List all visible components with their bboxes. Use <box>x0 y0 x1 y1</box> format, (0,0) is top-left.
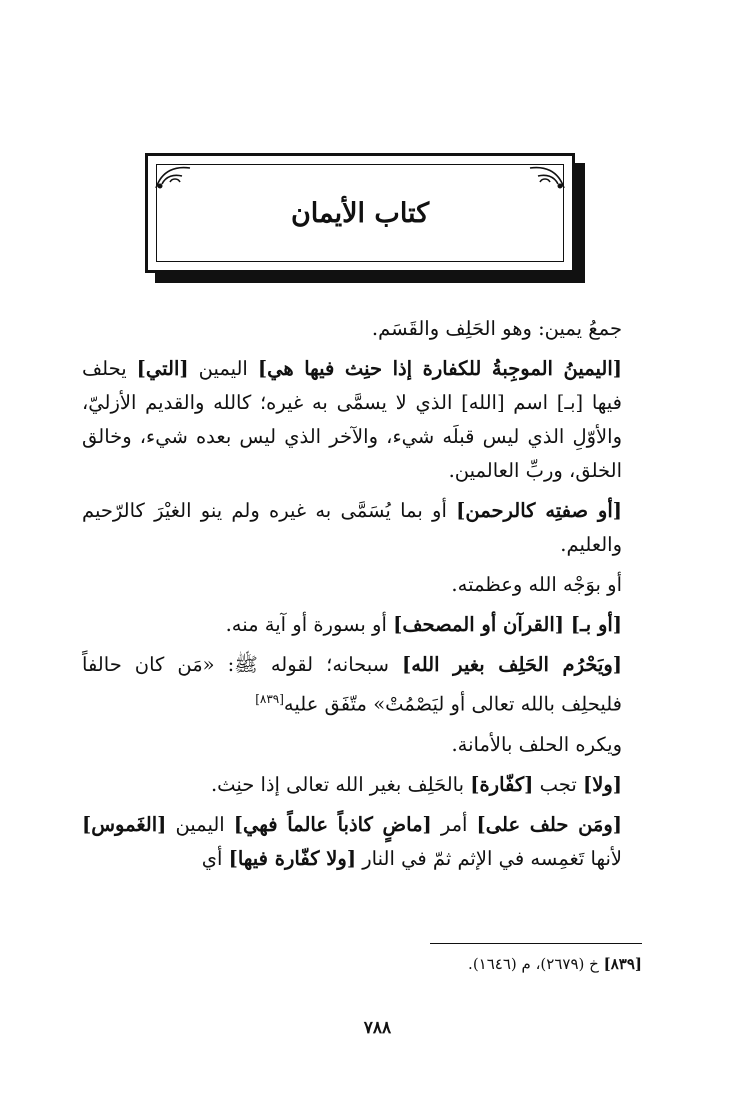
matn-text: [ومَن حلف على] <box>476 812 623 836</box>
sharh-text: اليمين <box>175 812 225 836</box>
matn-text: [كفّارة] <box>470 772 534 796</box>
paragraph-quran <box>82 608 642 642</box>
paragraph-yamin <box>82 352 642 488</box>
matn-text: [ولا] <box>583 772 622 796</box>
matn-text: [ويَحْرُم الحَلِف بغير الله] <box>402 653 623 676</box>
matn-text: [ولا كفّارة فيها] <box>228 846 357 870</box>
sharh-text: أو بسورة أو آية منه. <box>225 613 387 636</box>
hadith-text: سبحانه؛ لقوله ﷺ: «مَن كان حالفاً فليحلِف بالله تعالى أو ليَصْمُتْ» متّفَق عليه <box>82 653 622 716</box>
sharh-text: أمر <box>440 812 468 836</box>
paragraph-ghamus <box>82 808 642 876</box>
sharh-text: بالحَلِف بغير الله تعالى إذا حنِث. <box>210 772 465 796</box>
main-text <box>82 312 642 882</box>
sharh-text: اليمين <box>198 357 248 380</box>
footnote-number: [٨٣٩] <box>603 955 642 973</box>
corner-ornament-left-icon <box>152 160 196 194</box>
sharh-text: يحلف فيها [بـ] اسم [الله] الذي لا يسمَّى به غيره؛ كالله والقديم الأزليّ، والأوّلِ الذي ليس قبلَه شيء، والآخر الذي ليس بعده شيء، وخالق الخلق، وربِّ العالمين. <box>82 357 622 482</box>
chapter-title: كتاب الأيمان <box>290 198 430 229</box>
sharh-text: ويكره الحلف بالأمانة. <box>451 732 622 756</box>
sharh-text: أي <box>201 846 223 870</box>
matn-text: [التي] <box>136 357 189 380</box>
paragraph-definition <box>82 312 642 346</box>
footnote <box>300 955 642 973</box>
matn-text: [ماضٍ كاذباً عالماً فهي] <box>233 812 432 836</box>
title-box <box>145 153 575 273</box>
paragraph-amanah <box>82 728 642 762</box>
sharh-text: أو بما يُسَمَّى به غيره ولم ينو الغيْرَ كالرّحيم والعليم. <box>82 499 622 556</box>
footnote-text: خ (٢٦٧٩)، م (١٦٤٦). <box>468 955 599 973</box>
sharh-text: تجب <box>539 772 577 796</box>
paragraph-sifah <box>82 494 642 562</box>
paragraph-tahrim <box>82 648 642 722</box>
footnote-reference[interactable]: [٨٣٩] <box>255 692 284 706</box>
page-number: ٧٨٨ <box>363 1018 392 1038</box>
matn-text: [اليمينُ الموجِبةُ للكفارة إذا حنِث فيها هي] <box>257 357 623 380</box>
sharh-text: أو بوَجْه الله وعظمته. <box>451 573 622 596</box>
definition-text: جمعُ يمين: وهو الحَلِف والقَسَم. <box>371 317 622 340</box>
matn-text: [أو بـ] [القرآن أو المصحف] <box>393 613 622 636</box>
paragraph-kaffarah <box>82 768 642 802</box>
matn-text: [أو صفتِه كالرحمن] <box>456 499 622 522</box>
footnote-divider <box>430 943 642 944</box>
corner-ornament-right-icon <box>524 160 568 194</box>
matn-text: [الغَموس] <box>82 812 167 836</box>
paragraph-wajh <box>82 568 642 602</box>
sharh-text: لأنها تَغمِسه في الإثم ثمّ في النار <box>362 846 622 870</box>
